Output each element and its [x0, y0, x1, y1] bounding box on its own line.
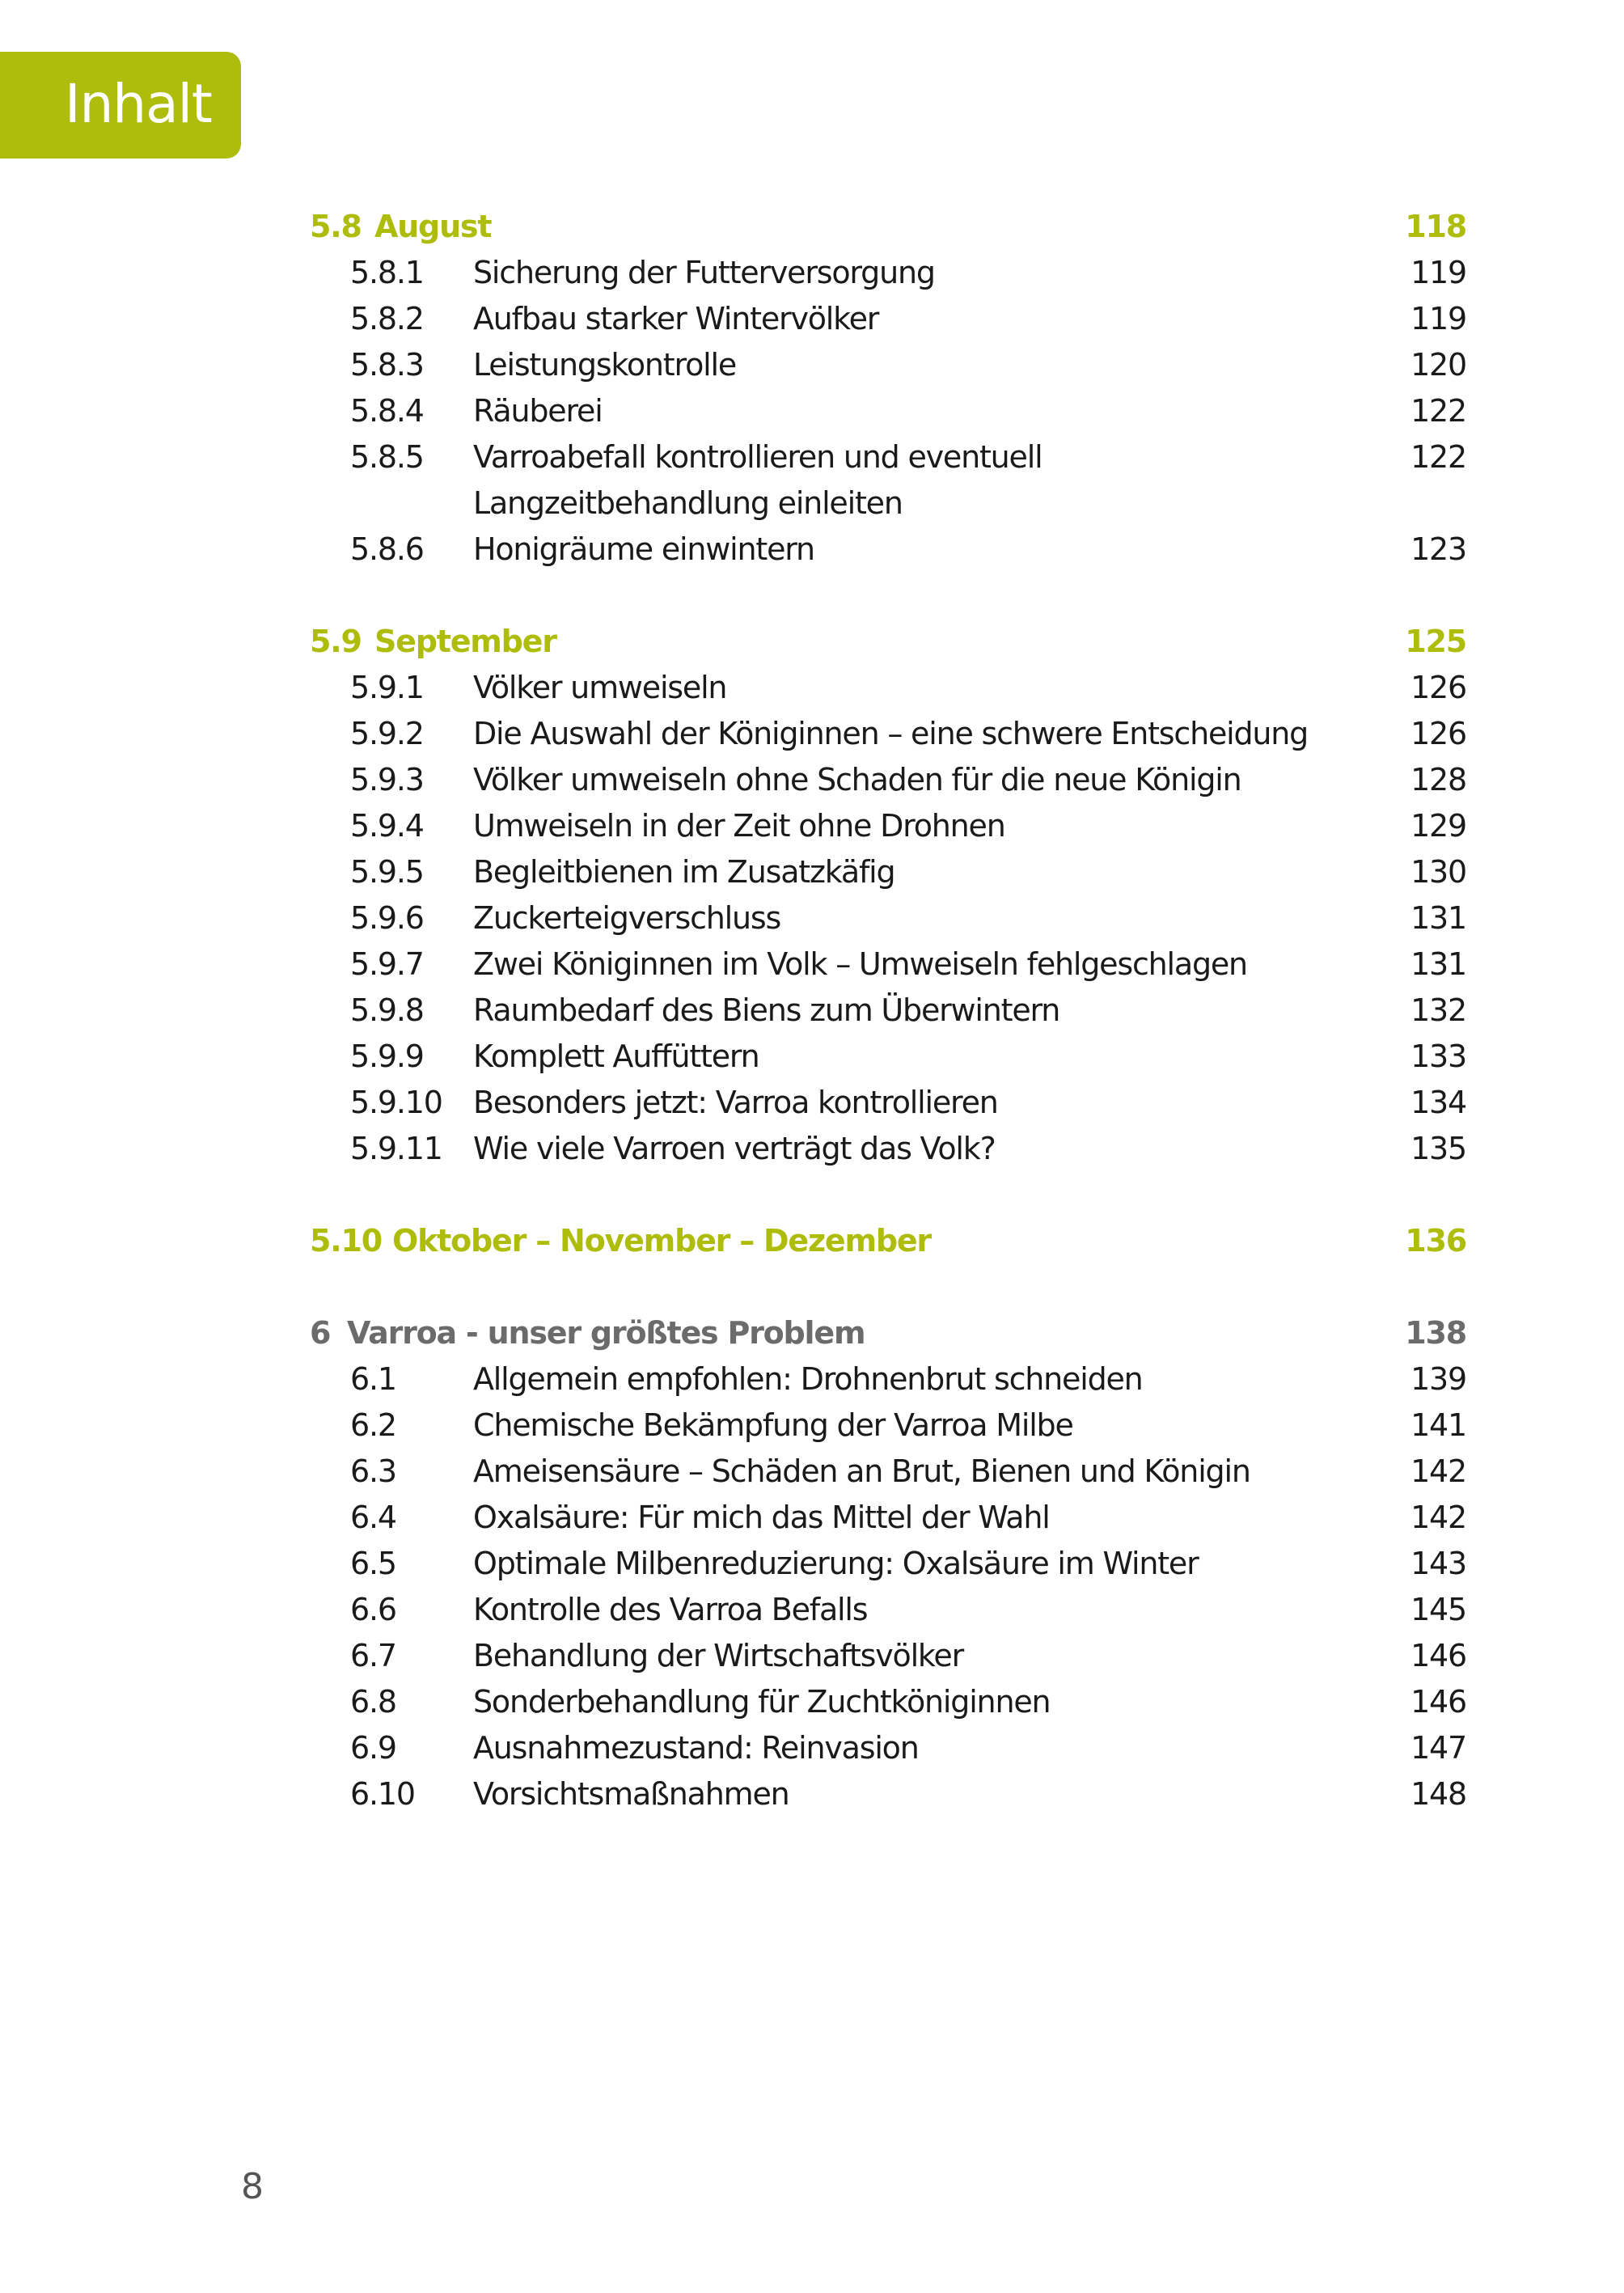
entry-page: 148	[1410, 1776, 1466, 1812]
toc-entry[interactable]	[310, 1771, 1466, 1817]
entry-number: 5.9.3	[350, 762, 424, 797]
entry-page: 126	[1410, 716, 1466, 751]
entry-title[interactable]: Besonders jetzt: Varroa kontrollieren	[473, 1085, 998, 1120]
toc-entry[interactable]	[310, 296, 1466, 342]
toc-entry[interactable]	[310, 849, 1466, 895]
entry-page: 128	[1410, 762, 1466, 797]
entry-title[interactable]: Langzeitbehandlung einleiten	[473, 485, 903, 521]
toc-entry-continuation[interactable]	[310, 480, 1466, 527]
entry-number: 6.8	[350, 1684, 396, 1720]
entry-number: 5.9.7	[350, 946, 424, 982]
entry-number: 6.2	[350, 1407, 396, 1443]
toc-entry[interactable]	[310, 757, 1466, 803]
section-number: 5.10	[310, 1223, 382, 1259]
entry-page: 139	[1410, 1361, 1466, 1397]
entry-title[interactable]: Umweiseln in der Zeit ohne Drohnen	[473, 808, 1005, 844]
entry-title[interactable]: Aufbau starker Wintervölker	[473, 301, 879, 336]
entry-page: 122	[1410, 439, 1466, 475]
toc-entry[interactable]	[310, 1080, 1466, 1126]
entry-page: 146	[1410, 1684, 1466, 1720]
section-page: 125	[1405, 624, 1466, 659]
entry-title[interactable]: Völker umweiseln ohne Schaden für die neue Königin	[473, 762, 1241, 797]
toc-entry[interactable]	[310, 711, 1466, 757]
toc-entry[interactable]	[310, 1126, 1466, 1172]
toc-entry[interactable]	[310, 434, 1466, 480]
toc-entry[interactable]	[310, 1495, 1466, 1541]
toc-chapter[interactable]	[310, 1310, 1466, 1356]
entry-title[interactable]: Varroabefall kontrollieren und eventuell	[473, 439, 1042, 475]
toc-entry[interactable]	[310, 1679, 1466, 1725]
entry-number: 5.9.9	[350, 1039, 424, 1074]
toc-entry[interactable]	[310, 1587, 1466, 1633]
toc-section[interactable]	[310, 204, 1466, 250]
section-title[interactable]: September	[374, 624, 556, 659]
entry-number: 6.10	[350, 1776, 415, 1812]
toc-section[interactable]	[310, 1218, 1466, 1264]
toc-entry[interactable]	[310, 665, 1466, 711]
entry-number: 5.9.4	[350, 808, 424, 844]
entry-page: 142	[1410, 1453, 1466, 1489]
entry-page: 122	[1410, 393, 1466, 429]
toc-entry[interactable]	[310, 1541, 1466, 1587]
entry-number: 5.9.5	[350, 854, 424, 890]
toc-entry[interactable]	[310, 342, 1466, 388]
entry-page: 147	[1410, 1730, 1466, 1766]
entry-number: 5.8.1	[350, 255, 424, 290]
entry-page: 135	[1410, 1131, 1466, 1166]
entry-page: 145	[1410, 1592, 1466, 1627]
entry-title[interactable]: Optimale Milbenreduzierung: Oxalsäure im Winter	[473, 1546, 1199, 1581]
entry-title[interactable]: Räuberei	[473, 393, 603, 429]
entry-title[interactable]: Chemische Bekämpfung der Varroa Milbe	[473, 1407, 1073, 1443]
entry-number: 5.9.2	[350, 716, 424, 751]
entry-page: 123	[1410, 531, 1466, 567]
toc-entry[interactable]	[310, 250, 1466, 296]
section-number: 5.9	[310, 624, 362, 659]
entry-number: 6.5	[350, 1546, 396, 1581]
entry-title[interactable]: Sicherung der Futterversorgung	[473, 255, 935, 290]
section-title[interactable]: August	[374, 209, 492, 244]
entry-number: 5.9.11	[350, 1131, 442, 1166]
entry-title[interactable]: Behandlung der Wirtschaftsvölker	[473, 1638, 963, 1673]
section-number: 5.8	[310, 209, 362, 244]
entry-title[interactable]: Vorsichtsmaßnahmen	[473, 1776, 789, 1812]
toc-entry[interactable]	[310, 527, 1466, 573]
table-of-contents	[310, 204, 1466, 1817]
entry-title[interactable]: Komplett Auffüttern	[473, 1039, 759, 1074]
entry-page: 143	[1410, 1546, 1466, 1581]
entry-page: 141	[1410, 1407, 1466, 1443]
entry-number: 6.3	[350, 1453, 396, 1489]
entry-page: 131	[1410, 900, 1466, 936]
section-page: 118	[1405, 209, 1466, 244]
entry-title[interactable]: Begleitbienen im Zusatzkäfig	[473, 854, 895, 890]
entry-page: 129	[1410, 808, 1466, 844]
entry-page: 146	[1410, 1638, 1466, 1673]
entry-number: 6.4	[350, 1500, 396, 1535]
entry-number: 5.9.1	[350, 670, 424, 705]
entry-number: 5.8.5	[350, 439, 424, 475]
entry-page: 134	[1410, 1085, 1466, 1120]
entry-number: 5.8.2	[350, 301, 424, 336]
toc-entry[interactable]	[310, 1449, 1466, 1495]
toc-entry[interactable]	[310, 803, 1466, 849]
entry-page: 142	[1410, 1500, 1466, 1535]
toc-entry[interactable]	[310, 388, 1466, 434]
entry-title[interactable]: Sonderbehandlung für Zuchtköniginnen	[473, 1684, 1051, 1720]
entry-number: 6.6	[350, 1592, 396, 1627]
entry-title[interactable]: Leistungskontrolle	[473, 347, 737, 383]
entry-title[interactable]: Ameisensäure – Schäden an Brut, Bienen und Königin	[473, 1453, 1250, 1489]
section-title[interactable]: Oktober – November – Dezember	[392, 1223, 931, 1259]
entry-number: 6.7	[350, 1638, 396, 1673]
section-page: 136	[1405, 1223, 1466, 1259]
entry-number: 5.9.8	[350, 992, 424, 1028]
entry-title[interactable]: Raumbedarf des Biens zum Überwintern	[473, 992, 1060, 1028]
entry-title[interactable]: Kontrolle des Varroa Befalls	[473, 1592, 868, 1627]
entry-number: 5.8.3	[350, 347, 424, 383]
toc-entry[interactable]	[310, 1034, 1466, 1080]
toc-entry[interactable]	[310, 1402, 1466, 1449]
entry-page: 119	[1410, 255, 1466, 290]
entry-title[interactable]: Wie viele Varroen verträgt das Volk?	[473, 1131, 996, 1166]
entry-page: 119	[1410, 301, 1466, 336]
entry-title[interactable]: Oxalsäure: Für mich das Mittel der Wahl	[473, 1500, 1050, 1535]
entry-number: 5.8.6	[350, 531, 424, 567]
entry-title[interactable]: Ausnahmezustand: Reinvasion	[473, 1730, 919, 1766]
toc-entry[interactable]	[310, 941, 1466, 988]
entry-page: 126	[1410, 670, 1466, 705]
entry-number: 5.9.10	[350, 1085, 442, 1120]
entry-title[interactable]: Die Auswahl der Königinnen – eine schwere Entscheidung	[473, 716, 1309, 751]
entry-title[interactable]: Völker umweiseln	[473, 670, 727, 705]
entry-number: 6.9	[350, 1730, 396, 1766]
entry-page: 131	[1410, 946, 1466, 982]
toc-entry[interactable]	[310, 1356, 1466, 1402]
entry-page: 120	[1410, 347, 1466, 383]
toc-entry[interactable]	[310, 1633, 1466, 1679]
toc-section[interactable]	[310, 619, 1466, 665]
entry-title[interactable]: Allgemein empfohlen: Drohnenbrut schneiden	[473, 1361, 1143, 1397]
entry-page: 133	[1410, 1039, 1466, 1074]
entry-number: 5.9.6	[350, 900, 424, 936]
section-tab-label: Inhalt	[65, 73, 212, 135]
entry-number: 5.8.4	[350, 393, 424, 429]
page-number: 8	[241, 2166, 264, 2207]
entry-title[interactable]: Zuckerteigverschluss	[473, 900, 781, 936]
section-tab-inhalt	[0, 52, 241, 159]
entry-title[interactable]: Zwei Königinnen im Volk – Umweiseln fehlgeschlagen	[473, 946, 1247, 982]
entry-page: 130	[1410, 854, 1466, 890]
toc-entry[interactable]	[310, 895, 1466, 941]
entry-number: 6.1	[350, 1361, 396, 1397]
section-number: 6	[310, 1315, 331, 1351]
entry-page: 132	[1410, 992, 1466, 1028]
entry-title[interactable]: Honigräume einwintern	[473, 531, 814, 567]
toc-entry[interactable]	[310, 1725, 1466, 1771]
section-title[interactable]: Varroa - unser größtes Problem	[347, 1315, 865, 1351]
toc-entry[interactable]	[310, 988, 1466, 1034]
section-page: 138	[1405, 1315, 1466, 1351]
